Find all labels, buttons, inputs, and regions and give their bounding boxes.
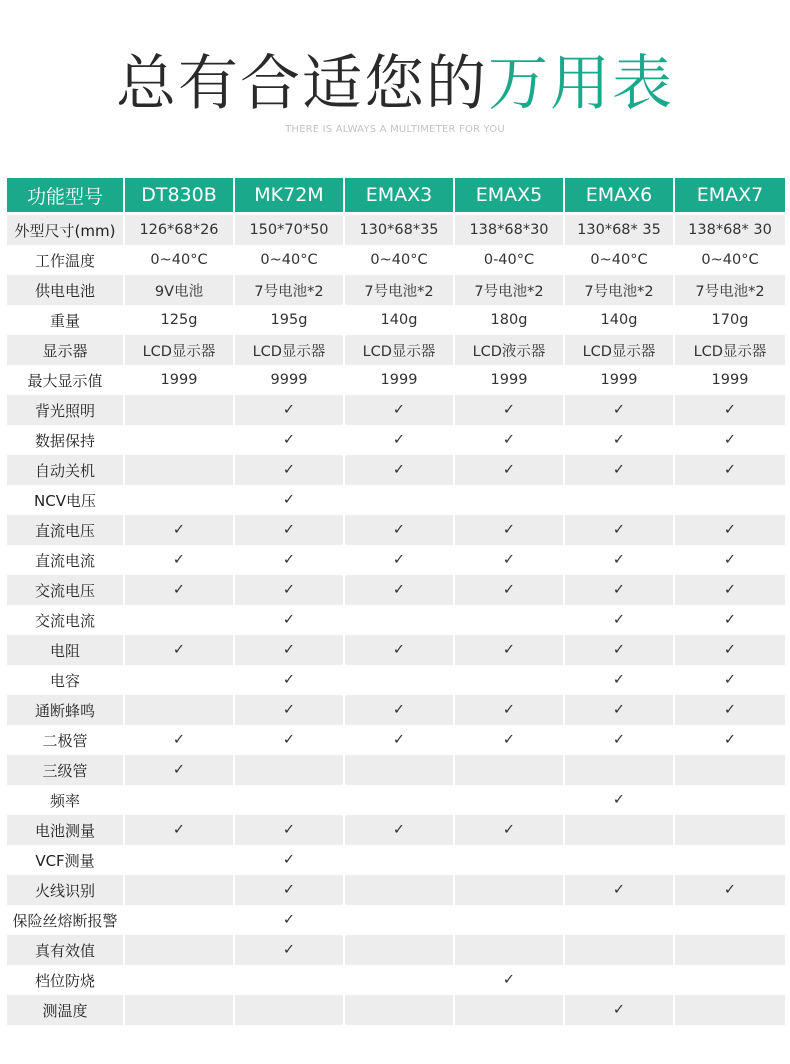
spec-cell [125,845,235,875]
spec-cell [345,965,455,995]
page-title [0,48,790,120]
spec-cell [455,995,565,1025]
check-mark-cell: ✓ [565,875,675,905]
row-label: 交流电压 [7,575,125,605]
spec-cell: 1999 [711,372,749,388]
row-label: 频率 [7,785,125,815]
table-row [7,635,785,665]
row-label: 三级管 [7,755,125,785]
model-header: EMAX3 [345,178,455,212]
row-label: 交流电流 [7,605,125,635]
spec-cell [345,605,455,635]
table-row [7,785,785,815]
spec-cell: 0-40°C [455,245,565,275]
check-mark-cell: ✓ [345,695,455,725]
check-mark-cell: ✓ [723,732,737,748]
row-label: 电池测量 [7,815,125,845]
spec-cell [565,755,675,785]
spec-cell: 0~40°C [125,245,235,275]
table-row [7,545,785,575]
row-label: 保险丝熔断报警 [7,905,125,935]
check-mark-cell: ✓ [345,725,455,755]
row-label: 自动关机 [7,455,125,485]
check-mark-cell: ✓ [345,455,455,485]
spec-cell: 126*68*26 [125,212,235,245]
table-row [7,935,785,965]
spec-cell: 180g [455,305,565,335]
spec-cell [345,995,455,1025]
spec-cell [235,785,345,815]
check-mark-cell: ✓ [565,785,675,815]
spec-cell [675,905,785,935]
spec-cell: LCD显示器 [675,335,785,365]
spec-cell [345,875,455,905]
spec-cell [455,665,565,695]
row-label: 二极管 [7,725,125,755]
table-row [7,755,785,785]
spec-cell [345,755,455,785]
spec-cell [565,845,675,875]
table-row [7,335,785,365]
spec-cell: LCD显示器 [565,335,675,365]
spec-cell: 138*68* 30 [675,212,785,245]
table-row [7,875,785,905]
check-mark-cell: ✓ [235,425,345,455]
row-label: NCV电压 [7,485,125,515]
corner-header: 功能型号 [7,178,125,212]
check-mark-cell: ✓ [723,552,737,568]
check-mark-cell: ✓ [125,815,235,845]
spec-cell [125,395,235,425]
spec-comparison-table [7,178,785,1025]
row-label: 背光照明 [7,395,125,425]
row-label: 电容 [7,665,125,695]
table-row [7,575,785,605]
spec-cell: 150*70*50 [235,212,345,245]
spec-cell: 130*68*35 [345,212,455,245]
spec-cell: 130*68* 35 [565,212,675,245]
row-label: 工作温度 [7,245,125,275]
spec-cell [675,965,785,995]
spec-cell: 170g [711,312,749,328]
row-label: 电阻 [7,635,125,665]
spec-cell: LCD显示器 [345,335,455,365]
spec-cell [125,875,235,905]
check-mark-cell: ✓ [455,425,565,455]
check-mark-cell: ✓ [455,965,565,995]
spec-cell [345,935,455,965]
table-row [7,275,785,305]
check-mark-cell: ✓ [565,665,675,695]
check-mark-cell: ✓ [125,635,235,665]
spec-cell [675,995,785,1025]
table-row [7,695,785,725]
spec-cell [125,455,235,485]
check-mark-cell: ✓ [235,665,345,695]
check-mark-cell: ✓ [723,612,737,628]
table-body [7,212,785,1025]
check-mark-cell: ✓ [565,395,675,425]
check-mark-cell: ✓ [455,455,565,485]
spec-cell: 0~40°C [235,245,345,275]
row-label: 显示器 [7,335,125,365]
check-mark-cell: ✓ [345,815,455,845]
row-label: 直流电流 [7,545,125,575]
check-mark-cell: ✓ [345,575,455,605]
spec-cell [345,905,455,935]
spec-cell [455,605,565,635]
spec-cell [455,875,565,905]
model-header: EMAX5 [455,178,565,212]
check-mark-cell: ✓ [723,672,737,688]
title-accent-text: 万用表 [488,49,674,119]
table-row [7,725,785,755]
spec-cell [125,905,235,935]
spec-cell: LCD显示器 [235,335,345,365]
spec-cell: 7号电池*2 [235,275,345,305]
check-mark-cell: ✓ [235,605,345,635]
spec-cell: 195g [235,305,345,335]
spec-cell [125,425,235,455]
spec-cell: 138*68*30 [455,212,565,245]
spec-cell [565,965,675,995]
spec-cell: 7号电池*2 [345,275,455,305]
spec-cell [675,845,785,875]
check-mark-cell: ✓ [235,515,345,545]
spec-cell [455,485,565,515]
row-label: 直流电压 [7,515,125,545]
table-row [7,665,785,695]
spec-cell [675,785,785,815]
spec-cell [455,845,565,875]
check-mark-cell: ✓ [565,455,675,485]
check-mark-cell: ✓ [455,515,565,545]
spec-cell: 1999 [125,365,235,395]
check-mark-cell: ✓ [125,515,235,545]
spec-cell: 125g [125,305,235,335]
row-label: 火线识别 [7,875,125,905]
row-label: 重量 [7,305,125,335]
page-subtitle: THERE IS ALWAYS A MULTIMETER FOR YOU [285,124,505,135]
table-row [7,365,785,395]
check-mark-cell: ✓ [235,725,345,755]
spec-cell: 0~40°C [701,252,759,268]
check-mark-cell: ✓ [235,455,345,485]
spec-cell [235,965,345,995]
check-mark-cell: ✓ [675,395,785,425]
spec-cell [125,605,235,635]
spec-cell: LCD显示器 [125,335,235,365]
check-mark-cell: ✓ [565,425,675,455]
check-mark-cell: ✓ [345,425,455,455]
check-mark-cell: ✓ [565,575,675,605]
check-mark-cell: ✓ [235,575,345,605]
spec-cell [345,485,455,515]
table-row [7,905,785,935]
spec-cell: 7号电池*2 [675,275,785,305]
spec-cell [125,485,235,515]
check-mark-cell: ✓ [565,695,675,725]
check-mark-cell: ✓ [455,815,565,845]
spec-cell: 0~40°C [565,245,675,275]
spec-cell [565,815,675,845]
table-row [7,245,785,275]
spec-cell [455,935,565,965]
spec-cell [675,755,785,785]
row-label: 最大显示值 [7,365,125,395]
check-mark-cell: ✓ [723,432,737,448]
title-dark-text: 总有合适您的 [116,49,488,119]
check-mark-cell: ✓ [675,455,785,485]
check-mark-cell: ✓ [675,515,785,545]
check-mark-cell: ✓ [235,845,345,875]
spec-cell [125,995,235,1025]
check-mark-cell: ✓ [345,545,455,575]
check-mark-cell: ✓ [565,605,675,635]
table-row [7,515,785,545]
check-mark-cell: ✓ [455,725,565,755]
check-mark-cell: ✓ [235,545,345,575]
check-mark-cell: ✓ [565,635,675,665]
model-header: MK72M [235,178,345,212]
spec-cell: 1999 [345,365,455,395]
check-mark-cell: ✓ [125,725,235,755]
spec-cell: 7号电池*2 [565,275,675,305]
row-label: VCF测量 [7,845,125,875]
spec-cell [565,935,675,965]
table-row [7,425,785,455]
spec-cell [455,755,565,785]
spec-cell [455,785,565,815]
table-row [7,995,785,1025]
check-mark-cell: ✓ [235,905,345,935]
spec-cell [675,485,785,515]
table-row [7,485,785,515]
spec-cell: 140g [565,305,675,335]
check-mark-cell: ✓ [125,575,235,605]
spec-cell [125,695,235,725]
row-label: 数据保持 [7,425,125,455]
spec-cell [345,785,455,815]
spec-cell: 0~40°C [345,245,455,275]
spec-cell: 1999 [455,365,565,395]
table-row [7,455,785,485]
spec-cell [675,935,785,965]
check-mark-cell: ✓ [455,395,565,425]
check-mark-cell: ✓ [675,695,785,725]
spec-cell [235,995,345,1025]
table-row [7,395,785,425]
spec-cell: 140g [345,305,455,335]
spec-cell: 9V电池 [125,275,235,305]
check-mark-cell: ✓ [345,515,455,545]
check-mark-cell: ✓ [235,815,345,845]
model-header: DT830B [125,178,235,212]
row-label: 外型尺寸(mm) [7,212,125,245]
check-mark-cell: ✓ [455,635,565,665]
check-mark-cell: ✓ [455,575,565,605]
spec-cell [125,965,235,995]
model-header: EMAX6 [565,178,675,212]
check-mark-cell: ✓ [345,395,455,425]
row-label: 测温度 [7,995,125,1025]
check-mark-cell: ✓ [125,545,235,575]
check-mark-cell: ✓ [235,875,345,905]
table-header-row [7,178,785,212]
check-mark-cell: ✓ [565,995,675,1025]
table-row [7,815,785,845]
spec-cell [565,485,675,515]
check-mark-cell: ✓ [565,725,675,755]
spec-cell [235,755,345,785]
row-label: 供电电池 [7,275,125,305]
table-row [7,305,785,335]
check-mark-cell: ✓ [235,485,345,515]
check-mark-cell: ✓ [455,545,565,575]
check-mark-cell: ✓ [235,635,345,665]
check-mark-cell: ✓ [675,575,785,605]
spec-cell: 7号电池*2 [455,275,565,305]
check-mark-cell: ✓ [345,635,455,665]
spec-cell [455,905,565,935]
spec-cell: 9999 [235,365,345,395]
check-mark-cell: ✓ [235,935,345,965]
table-row [7,605,785,635]
spec-cell [125,935,235,965]
check-mark-cell: ✓ [565,545,675,575]
spec-cell [125,665,235,695]
check-mark-cell: ✓ [235,695,345,725]
check-mark-cell: ✓ [235,395,345,425]
check-mark-cell: ✓ [455,695,565,725]
spec-cell [675,815,785,845]
check-mark-cell: ✓ [675,635,785,665]
spec-cell [345,665,455,695]
spec-cell [345,845,455,875]
row-label: 真有效值 [7,935,125,965]
table-row [7,845,785,875]
table-row [7,212,785,245]
spec-cell [125,785,235,815]
table-row [7,965,785,995]
model-header: EMAX7 [675,178,785,212]
check-mark-cell: ✓ [565,515,675,545]
check-mark-cell: ✓ [125,755,235,785]
spec-cell [565,905,675,935]
row-label: 通断蜂鸣 [7,695,125,725]
check-mark-cell: ✓ [675,875,785,905]
row-label: 档位防烧 [7,965,125,995]
spec-cell: 1999 [565,365,675,395]
spec-cell: LCD液示器 [455,335,565,365]
